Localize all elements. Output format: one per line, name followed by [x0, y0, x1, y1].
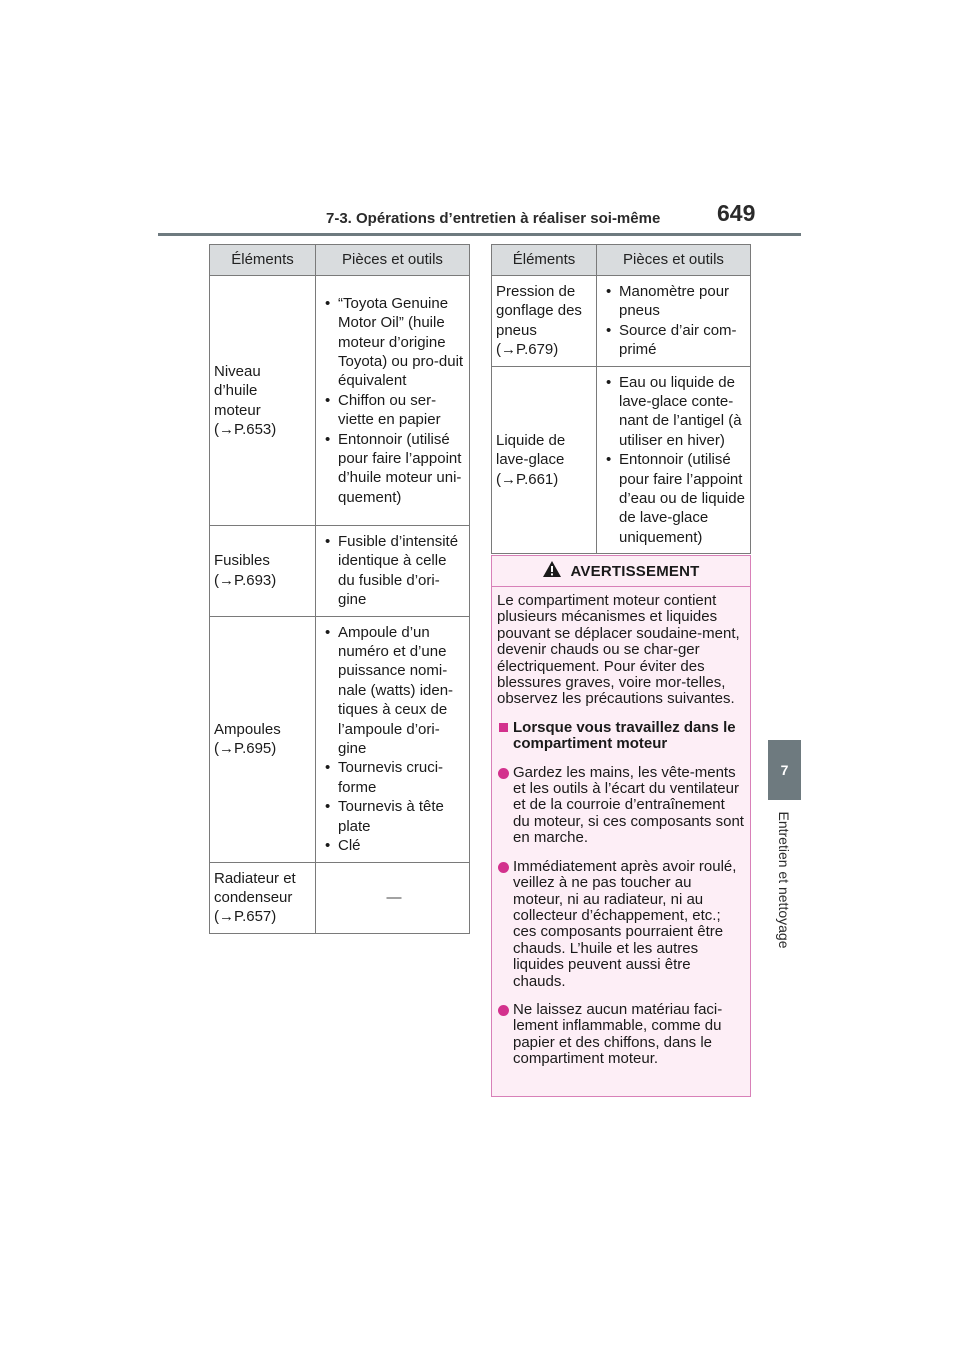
warning-point	[497, 1002, 744, 1068]
warning-point-text: Gardez les mains, les vête-ments et les outils à l’écart du ventilateur et de la courroie d’entraînement du moteur, si ces composants sont en marche.	[513, 763, 744, 847]
element-name: Fusibles	[214, 552, 270, 570]
warning-title: AVERTISSEMENT	[570, 562, 700, 580]
element-name: condenseur	[214, 888, 293, 906]
tools-list	[603, 373, 747, 548]
tool-item: • Tournevis cruci-forme	[322, 758, 466, 797]
page-reference: (→P.695)	[214, 740, 277, 758]
column-header-elements: Éléments	[210, 245, 316, 276]
page-header	[0, 0, 960, 240]
warning-triangle-icon	[542, 560, 562, 582]
table-row	[210, 616, 470, 862]
warning-intro: Le compartiment moteur contient plusieurs mécanismes et liquides pouvant se déplacer soudaine-ment, devenir chauds ou se char-ger électriquement. Pour éviter des blessures graves, voire mor-telles, observez les précautions suivantes.	[497, 592, 740, 708]
element-name: lave-glace	[496, 451, 565, 469]
tool-item: • Entonnoir (utilisé pour faire l’appoint d’huile moteur uni-quement)	[322, 430, 466, 508]
warning-body	[492, 587, 750, 1068]
element-cell	[210, 616, 316, 862]
warning-point-text: Immédiatement après avoir roulé, veillez à ne pas toucher au moteur, ni au radiateur, ni au collecteur d’échappement, etc.; ces composants pourraient être chauds. L’huile et les autres liquides peuvent aussi être chauds.	[513, 857, 737, 990]
circle-bullet-icon	[498, 1005, 509, 1016]
column-header-tools: Pièces et outils	[597, 245, 751, 276]
tools-cell	[316, 862, 470, 933]
warning-point	[497, 765, 744, 847]
tools-list	[322, 532, 466, 610]
element-cell	[210, 526, 316, 617]
circle-bullet-icon	[498, 768, 509, 779]
table-row	[492, 366, 751, 554]
table-row	[210, 862, 470, 933]
chapter-tab	[768, 740, 801, 800]
no-tools-dash: —	[386, 888, 402, 906]
tools-cell	[597, 276, 751, 367]
tool-item: • Ampoule d’un numéro et d’une puissance nomi-nale (watts) iden-tiques à ceux de l’ampoule d’ori-gine	[322, 623, 466, 759]
page-number: 649	[717, 200, 756, 226]
circle-bullet-icon	[498, 862, 509, 873]
element-cell	[492, 276, 597, 367]
tools-cell	[597, 366, 751, 554]
chapter-number: 7	[780, 762, 789, 778]
chapter-label: Entretien et nettoyage	[776, 811, 792, 949]
element-name: d’huile	[214, 382, 258, 400]
warning-point	[497, 859, 744, 990]
table-header-row	[492, 245, 751, 276]
element-cell	[210, 276, 316, 526]
tools-list	[322, 294, 466, 507]
parts-table-left	[209, 244, 470, 934]
warning-header	[492, 556, 750, 587]
column-header-tools: Pièces et outils	[316, 245, 470, 276]
table-row	[492, 276, 751, 367]
tool-item: • Fusible d’intensité identique à celle du fusible d’ori-gine	[322, 532, 466, 610]
element-name: Radiateur et	[214, 869, 296, 887]
element-name: Pression de	[496, 283, 576, 300]
tool-item: • Eau ou liquide de lave-glace conte-nant de l’antigel (à utiliser en hiver)	[603, 373, 747, 451]
header-rule	[158, 233, 801, 236]
warning-box	[491, 555, 751, 1097]
element-name: gonflage des	[496, 302, 582, 320]
square-bullet-icon	[499, 723, 508, 732]
element-name: Ampoules	[214, 720, 281, 738]
page-reference: (→P.653)	[214, 420, 277, 438]
tool-item: • Manomètre pour pneus	[603, 282, 747, 321]
table-row	[210, 276, 470, 526]
element-name: Niveau	[214, 362, 261, 380]
tool-item: • Clé	[322, 836, 466, 855]
tool-item: • “Toyota Genuine Motor Oil” (huile moteur d’origine Toyota) ou pro-duit équivalent	[322, 294, 466, 391]
tools-cell	[316, 276, 470, 526]
element-name: Liquide de	[496, 431, 566, 449]
page-reference: (→P.661)	[496, 470, 559, 488]
tools-list	[603, 282, 747, 360]
tools-list	[322, 623, 466, 856]
tool-item: • Tournevis à tête plate	[322, 797, 466, 836]
warning-subheading	[497, 720, 744, 753]
tool-item: • Entonnoir (utilisé pour faire l’appoint d’eau ou de liquide de lave-glace uniquement)	[603, 450, 747, 547]
table-header-row	[210, 245, 470, 276]
tools-cell	[316, 616, 470, 862]
parts-table-right	[491, 244, 751, 554]
tool-item: • Source d’air com-primé	[603, 321, 747, 360]
element-cell	[492, 366, 597, 554]
table-row	[210, 526, 470, 617]
page-reference: (→P.679)	[496, 341, 559, 359]
page-reference: (→P.693)	[214, 571, 277, 589]
warning-subheading-text: Lorsque vous travaillez dans le compartiment moteur	[513, 718, 736, 753]
warning-point-text: Ne laissez aucun matériau faci-lement inflammable, comme du papier et des chiffons, dans le compartiment moteur.	[513, 1000, 723, 1068]
element-name: pneus	[496, 321, 537, 339]
section-title: 7-3. Opérations d’entretien à réaliser soi-même	[326, 210, 661, 227]
column-header-elements: Éléments	[492, 245, 597, 276]
tools-cell	[316, 526, 470, 617]
element-cell	[210, 862, 316, 933]
element-name: moteur	[214, 401, 261, 419]
page-reference: (→P.657)	[214, 908, 277, 926]
tool-item: • Chiffon ou ser-viette en papier	[322, 391, 466, 430]
